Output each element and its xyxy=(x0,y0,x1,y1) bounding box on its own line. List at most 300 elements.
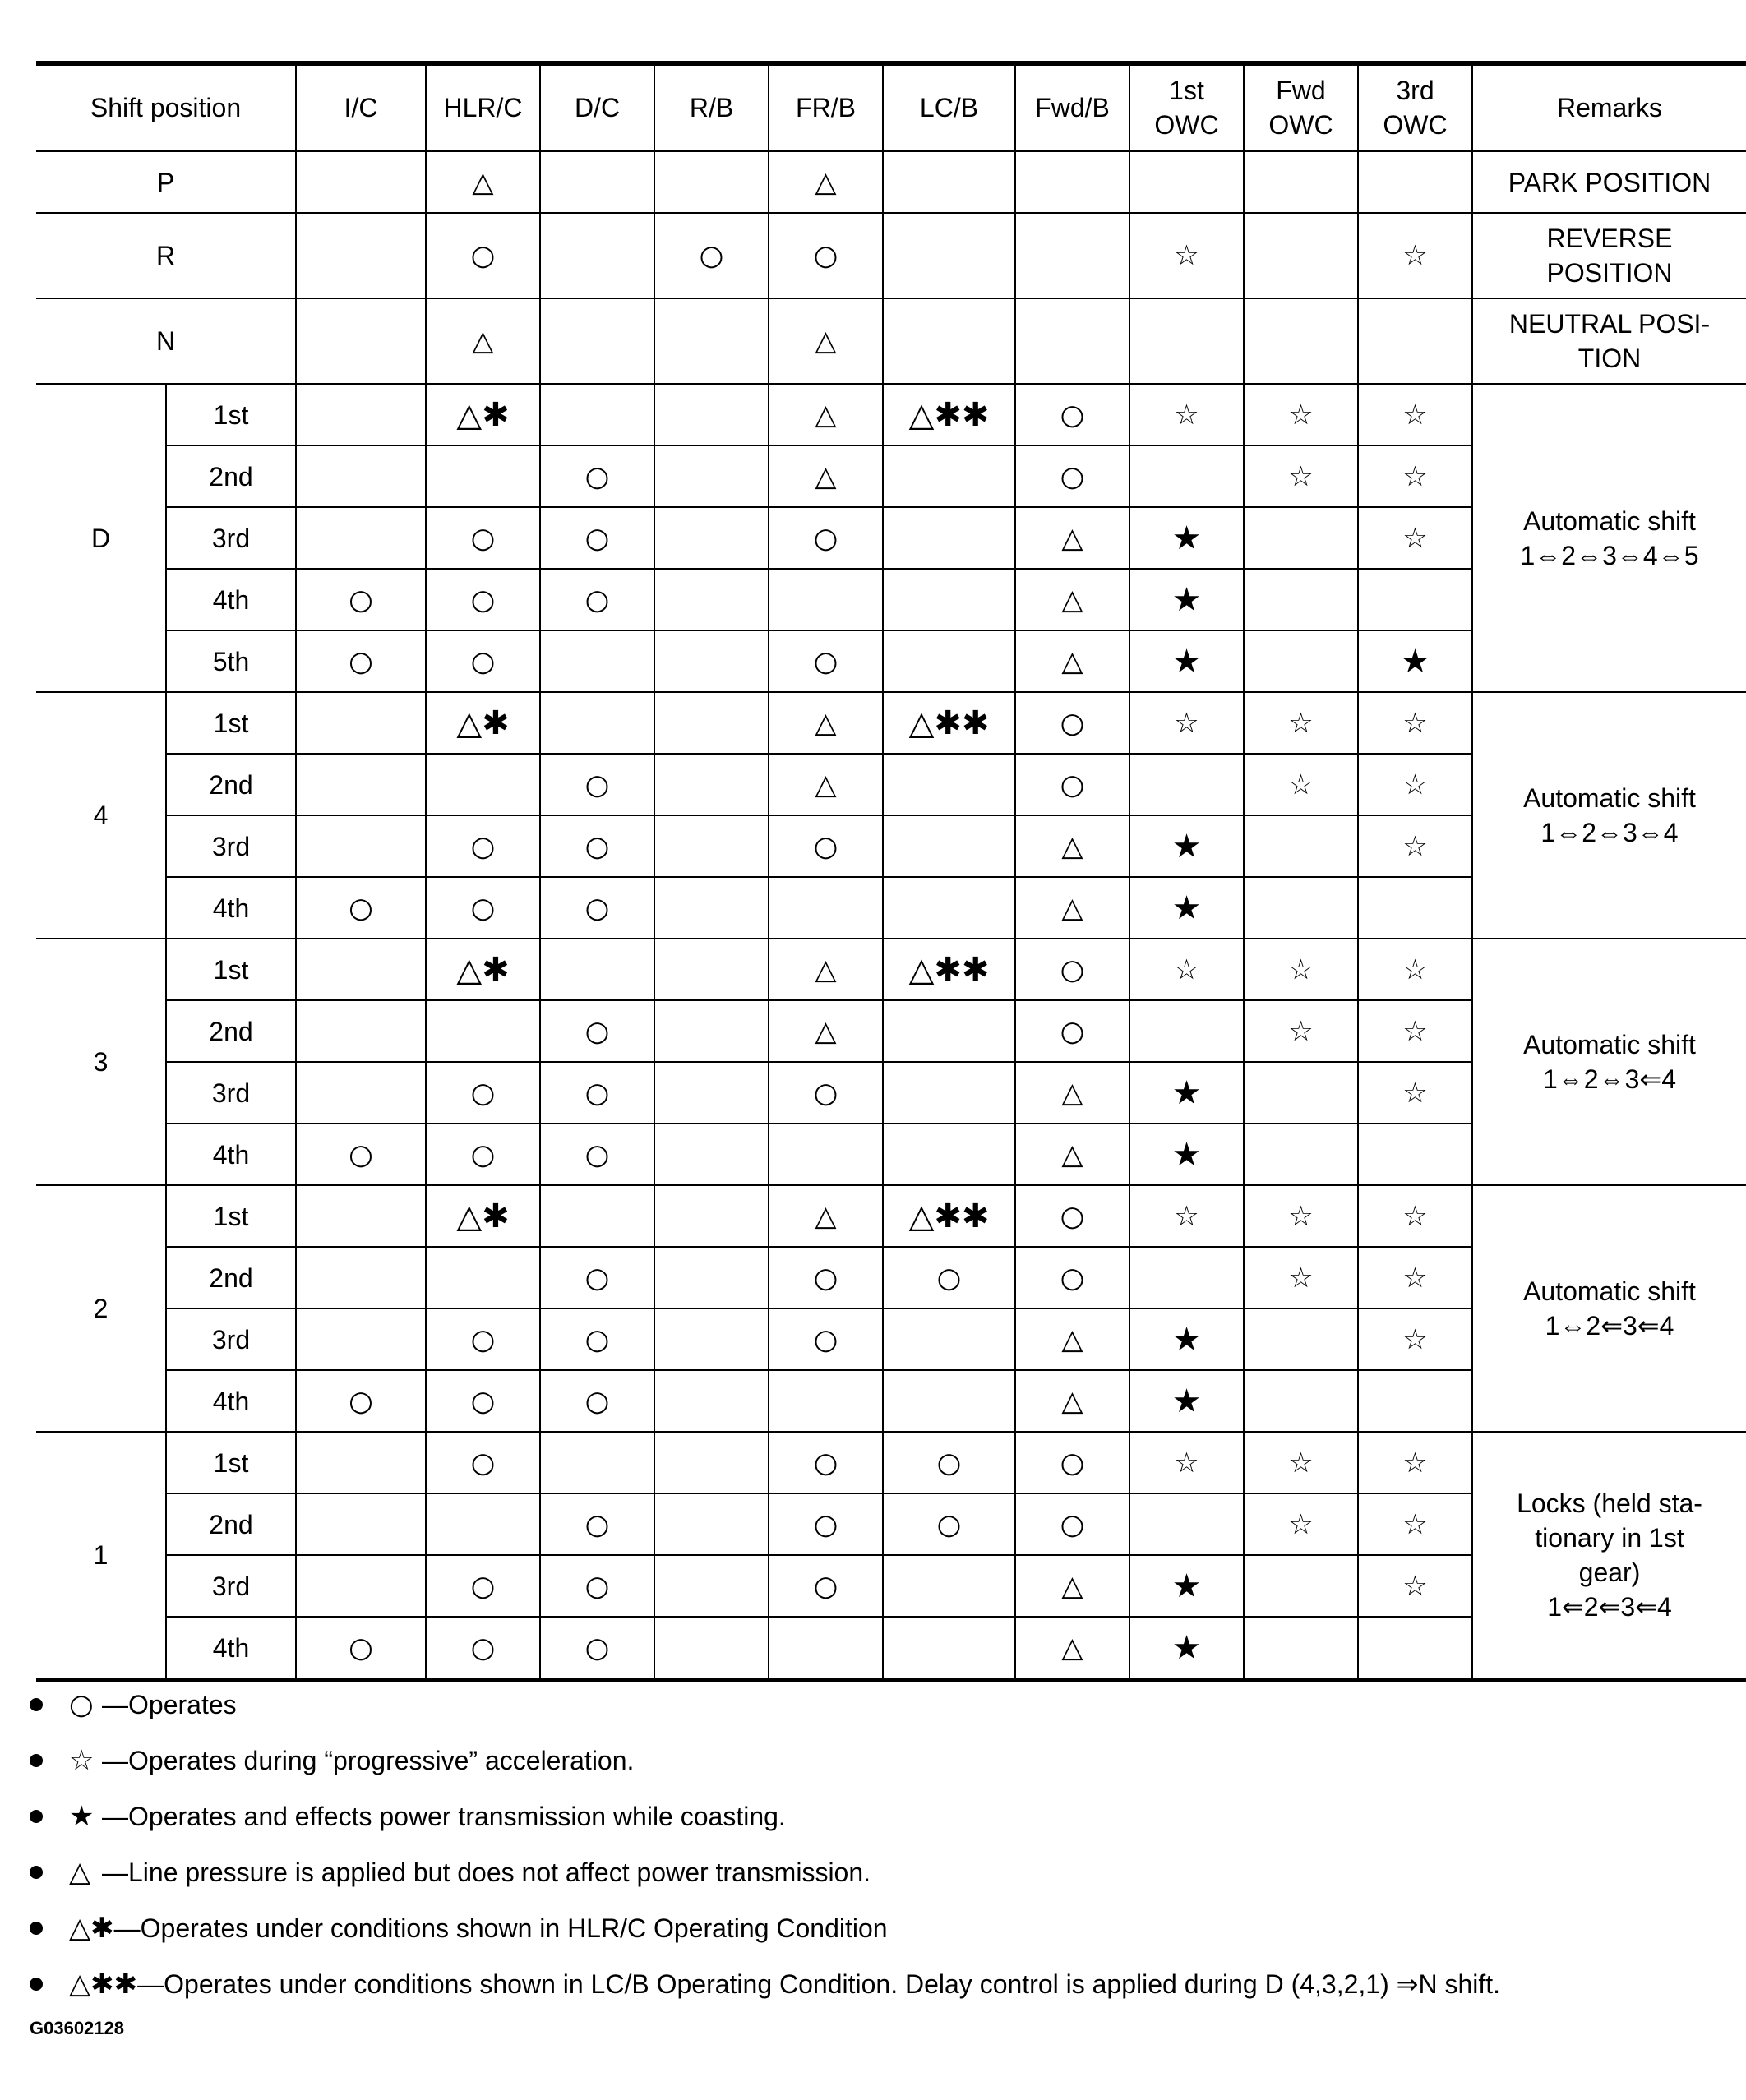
indicator-cell xyxy=(426,1493,540,1555)
indicator-cell: ☆ xyxy=(1358,445,1472,507)
indicator-cell xyxy=(1244,630,1358,692)
indicator-cell xyxy=(426,445,540,507)
indicator-cell: ○ xyxy=(769,213,883,298)
indicator-cell xyxy=(540,384,654,445)
indicator-cell: ★ xyxy=(1358,630,1472,692)
indicator-cell xyxy=(1244,1617,1358,1680)
indicator-cell: ○ xyxy=(426,1062,540,1124)
indicator-cell: ☆ xyxy=(1358,1062,1472,1124)
indicator-cell xyxy=(1358,1617,1472,1680)
indicator-cell: ○ xyxy=(426,1432,540,1493)
remarks-cell: Automatic shift 1⇔2⇐3⇐4 xyxy=(1472,1185,1746,1432)
column-header: D/C xyxy=(540,63,654,151)
legend-item xyxy=(30,1733,1723,1788)
indicator-cell xyxy=(1015,298,1129,384)
indicator-cell xyxy=(296,1555,426,1617)
indicator-cell xyxy=(1244,507,1358,569)
indicator-cell: ☆ xyxy=(1244,754,1358,815)
indicator-cell: ○ xyxy=(540,507,654,569)
indicator-cell xyxy=(1244,1555,1358,1617)
indicator-cell xyxy=(654,151,769,214)
indicator-cell xyxy=(883,630,1015,692)
indicator-cell: ☆ xyxy=(1358,507,1472,569)
indicator-cell: ○ xyxy=(1015,692,1129,754)
indicator-cell xyxy=(296,754,426,815)
indicator-cell xyxy=(654,877,769,939)
indicator-cell xyxy=(883,1370,1015,1432)
indicator-cell xyxy=(654,298,769,384)
indicator-cell: △ xyxy=(426,151,540,214)
indicator-cell: ○ xyxy=(540,569,654,630)
indicator-cell xyxy=(654,445,769,507)
indicator-cell: ○ xyxy=(426,1617,540,1680)
indicator-cell xyxy=(654,1247,769,1308)
column-header: Fwd OWC xyxy=(1244,63,1358,151)
indicator-cell: ○ xyxy=(296,630,426,692)
gear-label: 2nd xyxy=(166,1493,296,1555)
indicator-cell xyxy=(296,298,426,384)
indicator-cell: ○ xyxy=(1015,1000,1129,1062)
indicator-cell xyxy=(1358,877,1472,939)
indicator-cell xyxy=(883,298,1015,384)
indicator-cell xyxy=(883,213,1015,298)
indicator-cell xyxy=(296,1432,426,1493)
indicator-cell: ☆ xyxy=(1358,815,1472,877)
shift-position: D xyxy=(36,384,166,692)
table-row xyxy=(36,213,1746,298)
indicator-cell xyxy=(426,1247,540,1308)
indicator-cell: △ xyxy=(1015,1370,1129,1432)
indicator-cell xyxy=(654,1493,769,1555)
indicator-cell xyxy=(883,507,1015,569)
indicator-cell xyxy=(654,1124,769,1185)
indicator-cell: ☆ xyxy=(1358,692,1472,754)
indicator-cell: ○ xyxy=(1015,1185,1129,1247)
indicator-cell xyxy=(654,754,769,815)
indicator-cell: △ xyxy=(1015,507,1129,569)
indicator-cell: ○ xyxy=(540,754,654,815)
indicator-cell: ☆ xyxy=(1244,1185,1358,1247)
indicator-cell: ○ xyxy=(540,1370,654,1432)
indicator-cell: △ xyxy=(769,384,883,445)
gear-label: 4th xyxy=(166,569,296,630)
indicator-cell xyxy=(1129,1000,1244,1062)
indicator-cell xyxy=(769,877,883,939)
indicator-cell: ○ xyxy=(426,1555,540,1617)
indicator-cell: ○ xyxy=(1015,1247,1129,1308)
indicator-cell xyxy=(1244,1370,1358,1432)
indicator-cell xyxy=(1244,1062,1358,1124)
indicator-cell: ★ xyxy=(1129,569,1244,630)
indicator-cell: △ xyxy=(769,445,883,507)
indicator-cell: △✱ xyxy=(426,1185,540,1247)
column-header: FR/B xyxy=(769,63,883,151)
indicator-cell xyxy=(296,1000,426,1062)
indicator-cell: △ xyxy=(769,298,883,384)
indicator-cell: △✱ xyxy=(426,384,540,445)
indicator-cell: △ xyxy=(769,754,883,815)
legend-text: —Operates xyxy=(102,1689,237,1719)
gear-label: 4th xyxy=(166,1370,296,1432)
indicator-cell: △ xyxy=(1015,1308,1129,1370)
indicator-cell: ○ xyxy=(296,1370,426,1432)
table-body xyxy=(36,151,1746,1681)
indicator-cell: ○ xyxy=(883,1493,1015,1555)
indicator-cell xyxy=(1244,213,1358,298)
indicator-cell: ☆ xyxy=(1358,1555,1472,1617)
indicator-cell xyxy=(1015,213,1129,298)
legend-text: —Operates under conditions shown in HLR/C Operating Condition xyxy=(113,1913,888,1943)
indicator-cell: ☆ xyxy=(1358,1247,1472,1308)
gear-label: 3rd xyxy=(166,1308,296,1370)
indicator-cell: ○ xyxy=(540,1062,654,1124)
legend-text: —Operates under conditions shown in LC/B Operating Condition. Delay control is applied during D (4,3,2,1) ⇒N shift. xyxy=(137,1969,1501,1999)
indicator-cell: ○ xyxy=(540,445,654,507)
indicator-cell: ★ xyxy=(1129,1308,1244,1370)
indicator-cell xyxy=(769,1124,883,1185)
indicator-cell xyxy=(296,384,426,445)
indicator-cell: △✱✱ xyxy=(883,939,1015,1000)
figure-code: G03602128 xyxy=(30,2018,124,2038)
indicator-cell xyxy=(1244,569,1358,630)
clutch-brake-operation-table xyxy=(36,61,1746,1682)
indicator-cell xyxy=(883,815,1015,877)
indicator-cell: ○ xyxy=(426,1370,540,1432)
indicator-cell: ○ xyxy=(540,1308,654,1370)
gear-label: 1st xyxy=(166,692,296,754)
column-header: 3rd OWC xyxy=(1358,63,1472,151)
indicator-cell: ☆ xyxy=(1358,939,1472,1000)
indicator-cell: △ xyxy=(1015,1555,1129,1617)
indicator-cell xyxy=(1244,1308,1358,1370)
shift-position: 4 xyxy=(36,692,166,939)
gear-label: 3rd xyxy=(166,815,296,877)
indicator-cell: ○ xyxy=(296,877,426,939)
indicator-cell: ☆ xyxy=(1244,1000,1358,1062)
indicator-cell: ○ xyxy=(426,630,540,692)
remarks-cell: PARK POSITION xyxy=(1472,151,1746,214)
indicator-cell: ○ xyxy=(426,877,540,939)
indicator-cell xyxy=(1129,754,1244,815)
indicator-cell: ○ xyxy=(769,815,883,877)
indicator-cell: △ xyxy=(769,151,883,214)
table-row xyxy=(36,151,1746,214)
indicator-cell xyxy=(1129,1247,1244,1308)
gear-label: 1st xyxy=(166,1432,296,1493)
indicator-cell xyxy=(654,1062,769,1124)
legend-text: —Operates and effects power transmission while coasting. xyxy=(102,1801,786,1831)
indicator-cell: ○ xyxy=(1015,384,1129,445)
indicator-cell xyxy=(654,384,769,445)
indicator-cell: △✱✱ xyxy=(883,692,1015,754)
indicator-cell xyxy=(654,692,769,754)
indicator-cell: ○ xyxy=(426,507,540,569)
indicator-cell: ○ xyxy=(654,213,769,298)
remarks-cell: Automatic shift 1⇔2⇔3⇔4 xyxy=(1472,692,1746,939)
shift-position: R xyxy=(36,213,296,298)
indicator-cell xyxy=(540,151,654,214)
table-header xyxy=(36,63,1746,151)
indicator-cell: ○ xyxy=(426,815,540,877)
indicator-cell: ○ xyxy=(769,630,883,692)
indicator-cell: ★ xyxy=(1129,507,1244,569)
indicator-cell: △✱ xyxy=(426,939,540,1000)
indicator-cell: △✱ xyxy=(426,692,540,754)
indicator-cell: ★ xyxy=(1129,1370,1244,1432)
indicator-cell: ○ xyxy=(769,1555,883,1617)
symbol-legend xyxy=(30,1677,1723,2012)
indicator-cell: ☆ xyxy=(1358,384,1472,445)
indicator-cell xyxy=(654,1185,769,1247)
indicator-cell xyxy=(1358,569,1472,630)
indicator-cell xyxy=(1129,445,1244,507)
indicator-cell: △✱✱ xyxy=(883,384,1015,445)
indicator-cell xyxy=(1129,298,1244,384)
remarks-cell: Automatic shift 1⇔2⇔3⇔4⇔5 xyxy=(1472,384,1746,692)
indicator-cell: ○ xyxy=(1015,1432,1129,1493)
legend-item xyxy=(30,1844,1723,1900)
indicator-cell: △ xyxy=(769,939,883,1000)
indicator-cell xyxy=(654,630,769,692)
indicator-cell: ★ xyxy=(1129,1555,1244,1617)
indicator-cell: △ xyxy=(1015,1062,1129,1124)
column-header: Remarks xyxy=(1472,63,1746,151)
indicator-cell: ☆ xyxy=(1358,1000,1472,1062)
legend-symbol: △✱✱ xyxy=(69,1968,138,2001)
shift-position: 3 xyxy=(36,939,166,1185)
indicator-cell xyxy=(883,1124,1015,1185)
indicator-cell xyxy=(883,569,1015,630)
column-header: Shift position xyxy=(36,63,296,151)
column-header: 1st OWC xyxy=(1129,63,1244,151)
indicator-cell xyxy=(540,213,654,298)
indicator-cell xyxy=(883,1308,1015,1370)
indicator-cell: ☆ xyxy=(1244,692,1358,754)
indicator-cell xyxy=(296,1308,426,1370)
indicator-cell xyxy=(540,298,654,384)
indicator-cell: ☆ xyxy=(1129,692,1244,754)
indicator-cell: ○ xyxy=(426,1308,540,1370)
gear-label: 1st xyxy=(166,1185,296,1247)
bullet-icon xyxy=(30,1754,43,1767)
indicator-cell: ○ xyxy=(540,877,654,939)
remarks-cell: NEUTRAL POSI- TION xyxy=(1472,298,1746,384)
indicator-cell xyxy=(296,1062,426,1124)
indicator-cell: ○ xyxy=(1015,754,1129,815)
indicator-cell xyxy=(296,507,426,569)
gear-label: 4th xyxy=(166,1617,296,1680)
indicator-cell: ○ xyxy=(540,815,654,877)
indicator-cell xyxy=(426,754,540,815)
indicator-cell: ○ xyxy=(769,1247,883,1308)
shift-position: P xyxy=(36,151,296,214)
indicator-cell: ○ xyxy=(540,1000,654,1062)
indicator-cell xyxy=(883,1617,1015,1680)
indicator-cell: ○ xyxy=(540,1617,654,1680)
indicator-cell xyxy=(1244,298,1358,384)
indicator-cell: ○ xyxy=(296,1124,426,1185)
bullet-icon xyxy=(30,1922,43,1935)
indicator-cell xyxy=(1358,298,1472,384)
indicator-cell: ☆ xyxy=(1129,384,1244,445)
indicator-cell: ☆ xyxy=(1358,1185,1472,1247)
indicator-cell: △ xyxy=(769,692,883,754)
indicator-cell: ○ xyxy=(769,1062,883,1124)
indicator-cell: ☆ xyxy=(1129,213,1244,298)
indicator-cell xyxy=(426,1000,540,1062)
indicator-cell: ★ xyxy=(1129,1617,1244,1680)
indicator-cell xyxy=(654,939,769,1000)
indicator-cell: ○ xyxy=(540,1555,654,1617)
shift-position: N xyxy=(36,298,296,384)
bullet-icon xyxy=(30,1978,43,1991)
indicator-cell xyxy=(540,692,654,754)
indicator-cell xyxy=(654,507,769,569)
indicator-cell: ○ xyxy=(769,507,883,569)
indicator-cell xyxy=(1244,815,1358,877)
table-row xyxy=(36,692,1746,754)
indicator-cell: ○ xyxy=(540,1247,654,1308)
indicator-cell: ☆ xyxy=(1244,445,1358,507)
indicator-cell: ★ xyxy=(1129,630,1244,692)
indicator-cell: ○ xyxy=(769,1432,883,1493)
indicator-cell xyxy=(296,939,426,1000)
legend-text: —Operates during “progressive” acceleration. xyxy=(102,1745,635,1775)
indicator-cell xyxy=(654,1370,769,1432)
legend-item xyxy=(30,1788,1723,1844)
indicator-cell: ○ xyxy=(769,1308,883,1370)
indicator-cell: ☆ xyxy=(1129,1185,1244,1247)
indicator-cell: ○ xyxy=(1015,445,1129,507)
indicator-cell xyxy=(883,754,1015,815)
indicator-cell xyxy=(540,630,654,692)
gear-label: 2nd xyxy=(166,1247,296,1308)
legend-text: —Line pressure is applied but does not affect power transmission. xyxy=(102,1857,871,1887)
indicator-cell xyxy=(1358,151,1472,214)
legend-symbol: ★ xyxy=(69,1800,95,1833)
indicator-cell xyxy=(769,1370,883,1432)
legend-symbol: ○ xyxy=(69,1688,94,1721)
indicator-cell: △✱✱ xyxy=(883,1185,1015,1247)
legend-item xyxy=(30,1956,1723,2012)
indicator-cell xyxy=(654,1308,769,1370)
indicator-cell xyxy=(1015,151,1129,214)
legend-symbol: ☆ xyxy=(69,1744,95,1777)
table-row xyxy=(36,1432,1746,1493)
legend-item xyxy=(30,1900,1723,1956)
gear-label: 2nd xyxy=(166,1000,296,1062)
remarks-cell: Automatic shift 1⇔2⇔3⇐4 xyxy=(1472,939,1746,1185)
indicator-cell: ★ xyxy=(1129,877,1244,939)
indicator-cell: ○ xyxy=(769,1493,883,1555)
indicator-cell: △ xyxy=(769,1000,883,1062)
remarks-cell: REVERSE POSITION xyxy=(1472,213,1746,298)
table-row xyxy=(36,298,1746,384)
column-header: LC/B xyxy=(883,63,1015,151)
indicator-cell: ○ xyxy=(883,1247,1015,1308)
bullet-icon xyxy=(30,1698,43,1711)
indicator-cell xyxy=(1129,151,1244,214)
indicator-cell: ○ xyxy=(296,569,426,630)
indicator-cell: ○ xyxy=(1015,1493,1129,1555)
shift-position: 2 xyxy=(36,1185,166,1432)
column-header: I/C xyxy=(296,63,426,151)
indicator-cell: △ xyxy=(426,298,540,384)
indicator-cell: ○ xyxy=(540,1493,654,1555)
table-row xyxy=(36,1185,1746,1247)
remarks-cell: Locks (held sta- tionary in 1st gear) 1⇐2⇐3⇐4 xyxy=(1472,1432,1746,1680)
gear-label: 4th xyxy=(166,1124,296,1185)
indicator-cell: ★ xyxy=(1129,1062,1244,1124)
bullet-icon xyxy=(30,1810,43,1823)
indicator-cell: △ xyxy=(1015,1617,1129,1680)
indicator-cell: ○ xyxy=(540,1124,654,1185)
bullet-icon xyxy=(30,1866,43,1879)
indicator-cell xyxy=(654,1000,769,1062)
indicator-cell xyxy=(883,1555,1015,1617)
indicator-cell xyxy=(296,1247,426,1308)
indicator-cell: ☆ xyxy=(1358,1432,1472,1493)
gear-label: 3rd xyxy=(166,507,296,569)
indicator-cell xyxy=(654,1432,769,1493)
indicator-cell xyxy=(883,445,1015,507)
column-header: R/B xyxy=(654,63,769,151)
indicator-cell xyxy=(654,815,769,877)
indicator-cell: ☆ xyxy=(1358,213,1472,298)
indicator-cell xyxy=(1244,1124,1358,1185)
column-header: HLR/C xyxy=(426,63,540,151)
gear-label: 5th xyxy=(166,630,296,692)
indicator-cell: ○ xyxy=(426,213,540,298)
indicator-cell: ★ xyxy=(1129,1124,1244,1185)
indicator-cell xyxy=(1358,1370,1472,1432)
indicator-cell xyxy=(883,1000,1015,1062)
gear-label: 2nd xyxy=(166,754,296,815)
indicator-cell xyxy=(883,1062,1015,1124)
legend-symbol: △✱ xyxy=(69,1912,114,1945)
legend-item xyxy=(30,1677,1723,1733)
indicator-cell xyxy=(296,151,426,214)
column-header: Fwd/B xyxy=(1015,63,1129,151)
indicator-cell xyxy=(883,877,1015,939)
indicator-cell xyxy=(296,692,426,754)
legend-symbol: △ xyxy=(69,1856,91,1889)
indicator-cell xyxy=(296,1493,426,1555)
indicator-cell xyxy=(540,1185,654,1247)
indicator-cell xyxy=(883,151,1015,214)
indicator-cell: ○ xyxy=(1015,939,1129,1000)
gear-label: 1st xyxy=(166,384,296,445)
table-row xyxy=(36,939,1746,1000)
indicator-cell xyxy=(654,569,769,630)
gear-label: 2nd xyxy=(166,445,296,507)
indicator-cell: ☆ xyxy=(1244,384,1358,445)
indicator-cell xyxy=(1244,877,1358,939)
indicator-cell: △ xyxy=(1015,569,1129,630)
indicator-cell xyxy=(296,815,426,877)
indicator-cell: ☆ xyxy=(1129,939,1244,1000)
indicator-cell xyxy=(296,1185,426,1247)
indicator-cell: △ xyxy=(1015,815,1129,877)
indicator-cell xyxy=(1129,1493,1244,1555)
table-row xyxy=(36,384,1746,445)
indicator-cell: △ xyxy=(1015,630,1129,692)
indicator-cell xyxy=(654,1617,769,1680)
indicator-cell: ☆ xyxy=(1244,939,1358,1000)
indicator-cell: ○ xyxy=(426,1124,540,1185)
shift-position: 1 xyxy=(36,1432,166,1680)
indicator-cell: ○ xyxy=(426,569,540,630)
